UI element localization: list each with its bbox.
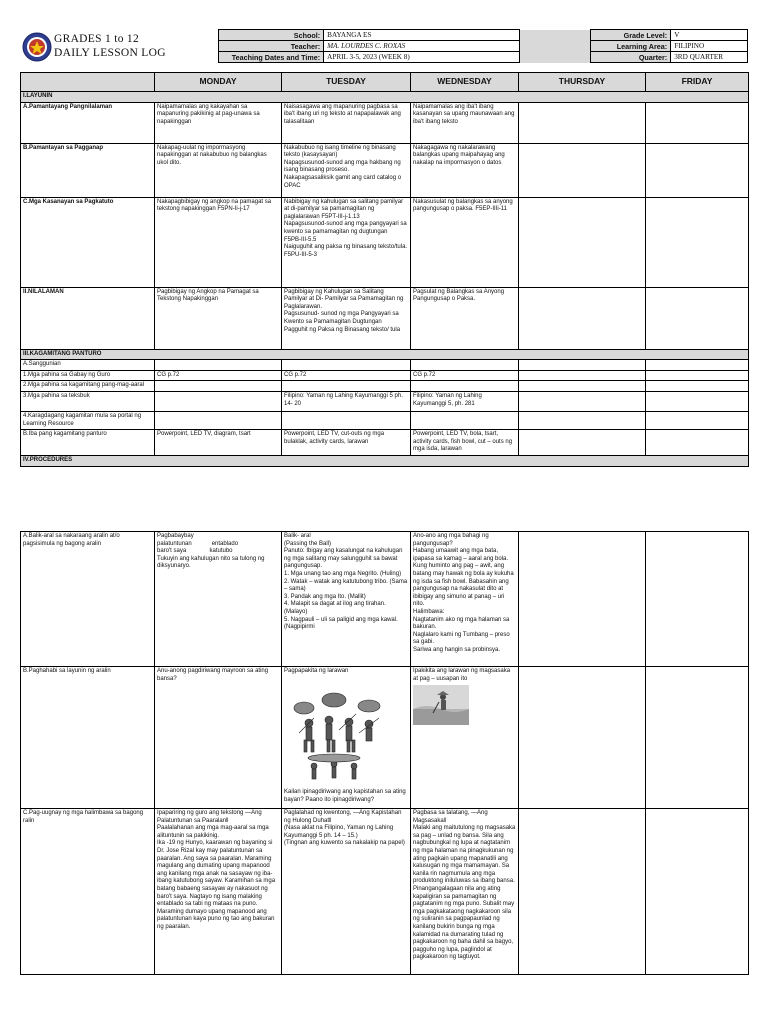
- cell-paghahabi-tue-bottom: Kailan ipinagdiriwang ang kapistahan sa ating bayan? Paano ito ipinagdiriwang?: [284, 789, 406, 803]
- day-thursday: THURSDAY: [519, 73, 646, 92]
- cell-pagugnay-mon: Ipapariring ng guro ang tekstong ―Ang Palatuntunan sa Paaralan‖ Paalalahanan ang mga mag-aaral sa mga alituntunin sa pakikinig. Ika -19 ng Hunyo, kaarawan ng bayaning si Dr. Jose Rizal kay may palatuntunan sa paaralan. Ang saya sa paaralan. Maraming magulang ang dumating upang mapanood ang kanilang mga anak na sasayaw ng iba-ibang katutubong sayaw. Karamihan sa mga batang babaeng sasayaw ay nakasuot ng baro't saya. Nagtayo ng isang malaking entablado sa tabi ng mataas na puno. Maraming dumayo upang mapanood ang palatuntunan kaya puno ng tao ang bakuran ng paaralan.: [155, 809, 282, 975]
- row-label-portal: 4.Karagdagang kagamitan mula sa portal ng Learning Resource: [21, 411, 155, 429]
- row-label-pagugnay: C.Pag-uugnay ng mga halimbawa sa bagong ralin: [21, 809, 155, 975]
- grade-value: V: [671, 30, 748, 41]
- section-kagamitan: III.KAGAMITANG PANTURO: [21, 349, 749, 360]
- school-value: BAYANGA ES: [324, 30, 519, 41]
- cell-gabay-wed: CG p.72: [411, 370, 519, 381]
- cell-pangnilalaman-mon: Naipamamalas ang kakayahan sa mapanuring pakikinig at pag-unawa sa napakinggan: [155, 102, 282, 143]
- cell-kasanayan-wed: Nakasusulat ng balangkas sa anyong pangungusap o paksa. F5EP-IIIi-11: [411, 197, 519, 287]
- title-line-2: DAILY LESSON LOG: [54, 47, 166, 59]
- row-label-pangnilalaman: A.Pamantayang Pangnilalaman: [21, 102, 155, 143]
- cell-paghahabi-tue: [282, 667, 411, 809]
- page-title: [54, 32, 166, 60]
- cell-iba-mon: Powerpoint, LED TV, diagram, tsart: [155, 430, 282, 456]
- cell-pagganap-wed: Nakagagawa ng nakalarawang balangkas upang maipahayag ang nakalap na impormasyon o datos: [411, 143, 519, 197]
- row-label-paghahabi: B.Paghahabi sa layunin ng aralin: [21, 667, 155, 809]
- cell-kasanayan-mon: Nakapagbibigay ng angkop na pamagat sa tekstong napakinggan F5PN-Ii-j-17: [155, 197, 282, 287]
- teacher-label: Teacher:: [219, 41, 324, 52]
- lesson-table-bottom: [20, 531, 749, 975]
- area-label: Learning Area:: [591, 41, 671, 52]
- deped-seal-icon: [22, 32, 52, 62]
- title-line-1: GRADES 1 to 12: [54, 33, 140, 45]
- cell-nilalaman-mon: Pagbibigay ng Angkop na Pamagat sa Tekstong Napakinggan: [155, 287, 282, 349]
- cell-balik-tue: Balik- aral (Passing the Ball) Panuto: Ibigay ang kasalungat na kahulugan ng mga salitang may salungguhit sa bawat pangungusap. 1. Mga unang tao ang mga Negrito. (Huling) 2. Watak – watak ang katutubong tribo. (Sama – sama) 3. Pandak ang mga Ito. (Mallit) 4. Malapit sa dagat at ilog ang tirahan. (Malayo) 5. Nagpauli – uli sa paligid ang mga kawal. (Nagpipirmi: [282, 532, 411, 667]
- row-label-pagganap: B.Pamantayan sa Pagganap: [21, 143, 155, 197]
- cell-teksbuk-wed: Filipino: Yaman ng Lahing Kayumanggi 5, ph. 281: [411, 391, 519, 411]
- day-monday: MONDAY: [155, 73, 282, 92]
- quarter-label: Quarter:: [591, 52, 671, 63]
- cell-pagganap-tue: Nakabubuo ng isang timeline ng binasang teksto (kasaysayan) Napagsusunod-sunod ang mga hakbang ng isang binasang proseso. Nakapagsasaliksik gamit ang card catalog o OPAC: [282, 143, 411, 197]
- day-tuesday: TUESDAY: [282, 73, 411, 92]
- cell-gabay-tue: CG p.72: [282, 370, 411, 381]
- section-layunin: I.LAYUNIN: [21, 92, 749, 103]
- logo-area: [18, 29, 218, 65]
- cell-paghahabi-wed: [411, 667, 519, 809]
- row-label-iba: B.Iba pang kagamitang panturo: [21, 430, 155, 456]
- cell-pagugnay-tue: Paglalahad ng kwentong, ―Ang Kapistahan ng Hulong Duhat‖ (Nasa aklat na Filipino, Yaman ng Lahing Kayumanggi 5 ph. 14 – 15.) (Tingnan ang kuwento sa nakalakip na papel): [282, 809, 411, 975]
- row-label-sanggunian: A.Sanggunian: [21, 360, 155, 371]
- cell-nilalaman-tue: Pagbibigay ng Kahulugan sa Salitang Pamilyar at Di- Pamilyar sa Pamamagitan ng Paglalarawan. Pagsusunud- sunod ng mga Pangyayari sa Kwento sa Pamamagitan Dugtungan Pagguhit ng Paksa ng Binasang teksto/ tula: [282, 287, 411, 349]
- row-label-kagamitan-mag: 2.Mga pahina sa kagamitang pang-mag-aaral: [21, 381, 155, 392]
- info-table: [218, 29, 748, 63]
- quarter-value: 3RD QUARTER: [671, 52, 748, 63]
- farmer-image: [413, 685, 469, 725]
- cell-pagugnay-wed: Pagbasa sa talatang, ―Ang Magsasaka‖ Malaki ang maitutulong ng magsasaka sa pag – unlad ng bansa. Sila ang nagbubungkal ng lupa at nagtatanim ng mga halaman na pinagkukunan ng ating pagkain upang mapanatili ang kalusugan ng mga mamamayan. Sa kanila rin nagmumula ang mga produktong iniluluwas sa ibang bansa. Pinangangalagaan nila ang ating kapaligiran sa pamamagitan ng pagtatanim ng mga puno. Subalit may mga pagkakataong nagkakaroon sila ng suliranin sa pagpapaunlad ng kanilang bukirin bunga ng mga kalamidad na dumarating tulad ng pagkakaroon ng baha dahil sa bagyo, pagguho ng lupa, paglindol at pagkakaroon ng tagtuyot.: [411, 809, 519, 975]
- cell-balik-wed: Ano-ano ang mga bahagi ng pangungusap? Habang umaawit ang mga bata, ipapasa sa kamag – aaral ang bola. Kung huminto ang pag – awit, ang batang may hawak ng bola ay kukuha ng isda sa fish bowl. Babasahin ang pangungusap na nakasulat dito at ibibigay ang simuno at panag – uri nito. Halimbawa: Nagtatanim ako ng mga halaman sa bakuran. Naglalaro kami ng Tumbang – preso sa gabi. Sariwa ang hangin sa probinsya.: [411, 532, 519, 667]
- dates-label: Teaching Dates and Time:: [219, 52, 324, 63]
- cell-pagganap-mon: Nakapag-uulat ng impormasyong napakinggan at nakabubuo ng balangkas ukol dito.: [155, 143, 282, 197]
- festival-parade-image: [284, 678, 400, 786]
- cell-kasanayan-tue: Nabibigay ng kahulugan sa salitang pamilyar at di-pamilyar sa pamamagitan ng paglalarawan F5PT-III-j-1.13 Napagsusunod-sunod ang mga pangyayari sa kwento sa pamamagitan ng dugtungan F5PB-III-5.5 Naiguguhit ang paksa ng binasang teksto/tula. F5PU-III-5-3: [282, 197, 411, 287]
- cell-iba-wed: Powerpoint, LED TV, bola, tsart, activity cards, fish bowl, cut – outs ng mga isda, larawan: [411, 430, 519, 456]
- row-label-balik: A.Balik-aral sa nakaraang aralin at/o pagsisimula ng bagong aralin: [21, 532, 155, 667]
- area-value: FILIPINO: [671, 41, 748, 52]
- row-label-kasanayan: C.Mga Kasanayan sa Pagkatuto: [21, 197, 155, 287]
- lesson-table-top: [20, 72, 749, 467]
- row-label-gabay: 1.Mga pahina sa Gabay ng Guro: [21, 370, 155, 381]
- cell-nilalaman-wed: Pagsulat ng Balangkas sa Anyong Pangungusap o Paksa.: [411, 287, 519, 349]
- section-procedures: IV.PROCEDURES: [21, 456, 749, 467]
- row-label-nilalaman: II.NILALAMAN: [21, 287, 155, 349]
- cell-iba-tue: Powerpoint, LED TV, cut-outs ng mga bulaklak, activity cards, larawan: [282, 430, 411, 456]
- cell-gabay-mon: CG p.72: [155, 370, 282, 381]
- header: [18, 29, 748, 65]
- dates-value: APRIL 3-5, 2023 (WEEK 8): [324, 52, 519, 63]
- cell-paghahabi-wed-text: Ipakikita ang larawan ng magsasaka at pag – uusapan ito: [413, 668, 511, 682]
- day-friday: FRIDAY: [646, 73, 749, 92]
- cell-paghahabi-tue-top: Pagpapakita ng larawan: [284, 668, 349, 674]
- cell-pangnilalaman-tue: Naisasagawa ang mapanuring pagbasa sa iba't ibang uri ng teksto at napapalawak ang talasalitaan: [282, 102, 411, 143]
- teacher-value: MA. LOURDES C. ROXAS: [324, 41, 519, 52]
- cell-balik-mon: Pagbabaybay palatuntunan entablado baro't saya katutubo Tukuyin ang kahulugan nito sa tulong ng diksyunaryo.: [155, 532, 282, 667]
- cell-paghahabi-mon: Anu-anong pagdiriwang mayroon sa ating bansa?: [155, 667, 282, 809]
- cell-teksbuk-tue: Filipino: Yaman ng Lahing Kayumanggi 5 ph. 14- 20: [282, 391, 411, 411]
- row-label-teksbuk: 3.Mga pahina sa teksbuk: [21, 391, 155, 411]
- school-label: School:: [219, 30, 324, 41]
- cell-pangnilalaman-wed: Naipamamalas ang iba't ibang kasanayan sa upang maunawaan ang iba't ibang teksto: [411, 102, 519, 143]
- day-wednesday: WEDNESDAY: [411, 73, 519, 92]
- grade-label: Grade Level:: [591, 30, 671, 41]
